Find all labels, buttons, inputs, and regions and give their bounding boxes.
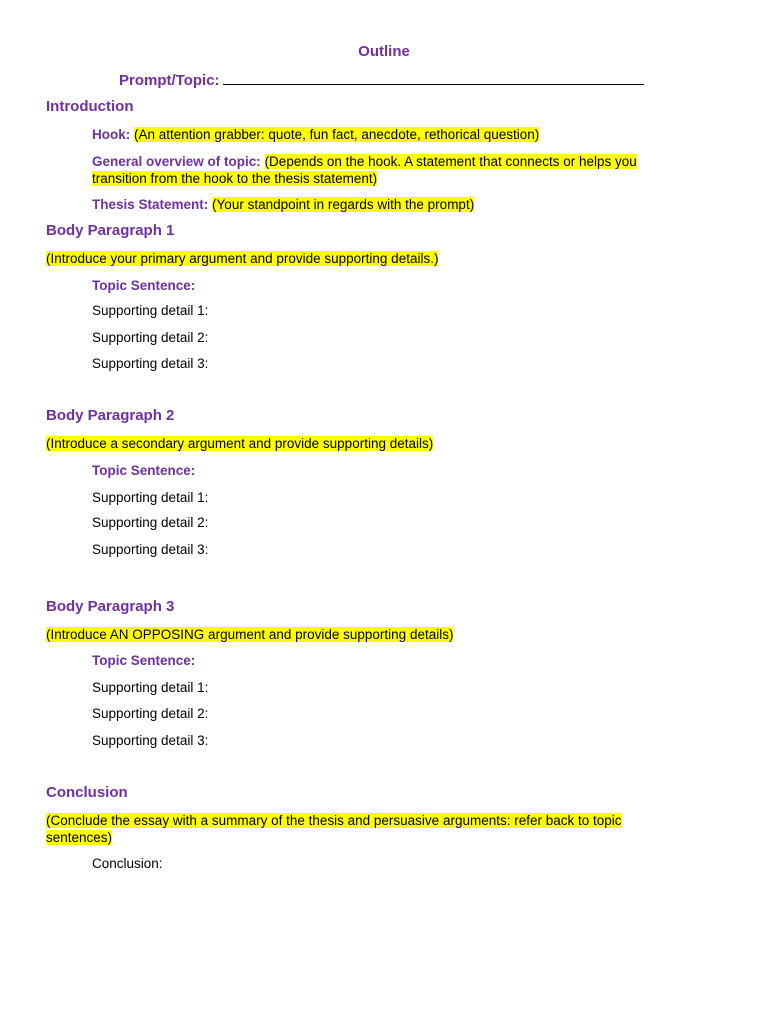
body1-detail-3: Supporting detail 3:	[92, 356, 209, 371]
body3-topic-label: Topic Sentence:	[92, 653, 196, 668]
hook-text: (An attention grabber: quote, fun fact, anecdote, rethorical question)	[134, 127, 540, 142]
prompt-topic-blank	[223, 70, 644, 85]
hook-row	[92, 126, 682, 143]
overview-text: (Depends on the hook. A statement that connects or helps you transition from the hook to the thesis statement)	[92, 154, 637, 186]
body1-topic-sentence	[92, 277, 682, 294]
conclusion-label: Conclusion:	[92, 856, 163, 871]
prompt-topic-label: Prompt/Topic:	[119, 72, 220, 89]
body2-detail-1: Supporting detail 1:	[92, 490, 209, 505]
conclusion-heading: Conclusion	[46, 784, 128, 801]
body3-heading: Body Paragraph 3	[46, 598, 175, 615]
body3-detail-2: Supporting detail 2:	[92, 706, 209, 721]
body1-instruction: (Introduce your primary argument and provide supporting details.)	[46, 251, 439, 266]
body3-topic-sentence	[92, 652, 682, 669]
page-title: Outline	[358, 43, 410, 60]
conclusion-instruction: (Conclude the essay with a summary of the thesis and persuasive arguments: refer back to topic sentences)	[46, 813, 622, 845]
body3-instruction: (Introduce AN OPPOSING argument and provide supporting details)	[46, 627, 454, 642]
introduction-heading: Introduction	[46, 98, 134, 115]
body2-topic-sentence	[92, 462, 682, 479]
thesis-label: Thesis Statement:	[92, 197, 209, 212]
body3-detail-3: Supporting detail 3:	[92, 733, 209, 748]
body2-heading: Body Paragraph 2	[46, 407, 175, 424]
conclusion-instruction-row	[46, 812, 676, 846]
thesis-row	[92, 196, 682, 213]
hook-label: Hook:	[92, 127, 131, 142]
overview-label: General overview of topic:	[92, 154, 261, 169]
body1-detail-2: Supporting detail 2:	[92, 330, 209, 345]
thesis-text: (Your standpoint in regards with the prompt)	[212, 197, 475, 212]
body1-detail-1: Supporting detail 1:	[92, 303, 209, 318]
body1-instruction-row	[46, 250, 676, 267]
body2-detail-3: Supporting detail 3:	[92, 542, 209, 557]
body3-detail-1: Supporting detail 1:	[92, 680, 209, 695]
prompt-topic-line	[119, 70, 644, 89]
body3-instruction-row	[46, 626, 676, 643]
body2-detail-2: Supporting detail 2:	[92, 515, 209, 530]
body2-topic-label: Topic Sentence:	[92, 463, 196, 478]
overview-row	[92, 153, 682, 187]
body2-instruction-row	[46, 435, 676, 452]
body1-topic-label: Topic Sentence:	[92, 278, 196, 293]
body1-heading: Body Paragraph 1	[46, 222, 175, 239]
body2-instruction: (Introduce a secondary argument and provide supporting details)	[46, 436, 434, 451]
